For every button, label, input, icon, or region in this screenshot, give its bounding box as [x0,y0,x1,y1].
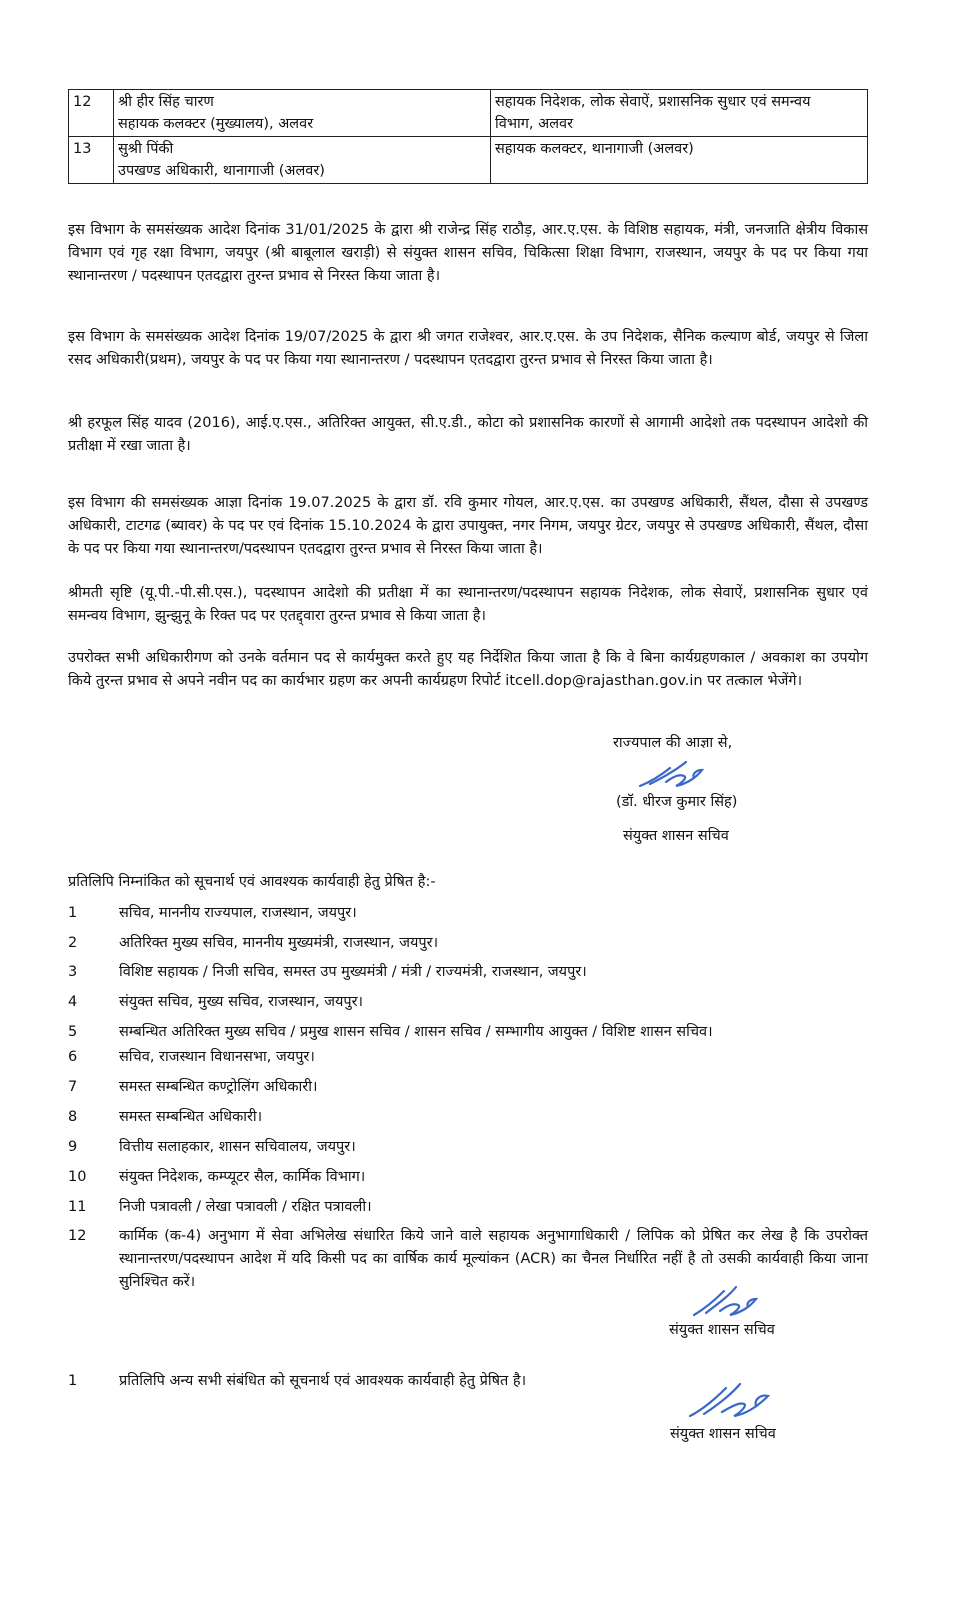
order-paragraph: श्रीमती सृष्टि (यू.पी.-पी.सी.एस.), पदस्थापन आदेशो की प्रतीक्षा में का स्थानान्तरण/पदस्थापन सहायक निदेशक, लोक सेवाऐं, प्रशासनिक सुधार एवं समन्वय विभाग, झुन्झुनू के रिक्त पद पर एतद्द्वारा तुरन्त प्रभाव से किया जाता है। [68,584,868,624]
signatory-name: (डॉ. धीरज कुमार सिंह) [616,794,738,810]
list-item-text: कार्मिक (क-4) अनुभाग में सेवा अभिलेख संधारित किये जाने वाले सहायक अनुभागाधिकारी / लिपिक को प्रेषित कर लेख है कि उपरोक्त स्थानान्तरण/पदस्थापन आदेश में यदि किसी पद का वार्षिक कार्य मूल्यांकन (ACR) का चैनल निर्धारित नहीं है तो उसकी कार्यवाही किया जाना सुनिश्चित करें। [119,1228,868,1290]
new-posting-line: विभाग, अलवर [495,116,574,132]
order-paragraph: इस विभाग की समसंख्यक आज्ञा दिनांक 19.07.2025 के द्वारा डॉ. रवि कुमार गोयल, आर.ए.एस. का उपखण्ड अधिकारी, सैंथल, दौसा से उपखण्ड अधिकारी, टाटगढ (ब्यावर) के पद पर एवं दिनांक 15.10.2024 के द्वारा उपायुक्त, नगर निगम, जयपुर ग्रेटर, जयपुर से उपखण्ड अधिकारी, सैंथल, दौसा के पद पर किया गया स्थानान्तरण/पदस्थापन एतदद्वारा तुरन्त प्रभाव से निरस्त किया जाता है। [68,494,868,557]
list-item-text: निजी पत्रावली / लेखा पत्रावली / रक्षित पत्रावली। [119,1199,372,1215]
list-item-number: 1 [68,905,78,921]
list-item-number: 10 [68,1169,87,1185]
officer-name: सुश्री पिंकी [118,141,174,157]
new-posting-cell [491,90,868,137]
list-item-text: सम्बन्धित अतिरिक्त मुख्य सचिव / प्रमुख शासन सचिव / शासन सचिव / सम्भागीय आयुक्त / विशिष्ट शासन सचिव। [119,1024,713,1040]
signature-image [690,1283,762,1321]
order-paragraph: इस विभाग के समसंख्यक आदेश दिनांक 31/01/2025 के द्वारा श्री राजेन्द्र सिंह राठौड़, आर.ए.एस. के विशिष्ठ सहायक, मंत्री, जनजाति क्षेत्रीय विकास विभाग एवं गृह रक्षा विभाग, जयपुर (श्री बाबूलाल खराड़ी) से संयुक्त शासन सचिव, चिकित्सा शिक्षा विभाग, राजस्थान, जयपुर के पद पर किया गया स्थानान्तरण / पदस्थापन एतदद्वारा तुरन्त प्रभाव से निरस्त किया जाता है। [68,221,868,284]
list-item-text: समस्त सम्बन्धित अधिकारी। [119,1109,263,1125]
row-number: 12 [69,90,114,137]
list-item-text: अतिरिक्त मुख्य सचिव, माननीय मुख्यमंत्री, राजस्थान, जयपुर। [119,935,439,951]
officer-cell [114,137,491,184]
officer-current-post: उपखण्ड अधिकारी, थानागाजी (अलवर) [118,163,325,179]
list-item-number: 2 [68,935,78,951]
new-posting-line: सहायक कलक्टर, थानागाजी (अलवर) [495,141,694,157]
copy-to-heading: प्रतिलिपि निम्नांकित को सूचनार्थ एवं आवश्यक कार्यवाही हेतु प्रेषित है:- [68,874,436,890]
list-item-number: 12 [68,1228,87,1244]
officer-name: श्री हीर सिंह चारण [118,94,214,110]
list-item-text: विशिष्ट सहायक / निजी सचिव, समस्त उप मुख्यमंत्री / मंत्री / राज्यमंत्री, राजस्थान, जयपुर। [119,964,587,980]
new-posting-cell [491,137,868,184]
officer-current-post: सहायक कलक्टर (मुख्यालय), अलवर [118,116,314,132]
list-item-number: 4 [68,994,78,1010]
list-item-text: सचिव, माननीय राज्यपाल, राजस्थान, जयपुर। [119,905,357,921]
table-row [69,137,868,184]
list-item-text: प्रतिलिपि अन्य सभी संबंधित को सूचनार्थ एवं आवश्यक कार्यवाही हेतु प्रेषित है। [119,1373,527,1389]
signatory-designation: संयुक्त शासन सचिव [623,828,729,844]
order-paragraph: श्री हरफूल सिंह यादव (2016), आई.ए.एस., अतिरिक्त आयुक्त, सी.ए.डी., कोटा को प्रशासनिक कारणों से आगामी आदेशो तक पदस्थापन आदेशो की प्रतीक्षा में रखा जाता है। [68,414,868,454]
list-item-number: 1 [68,1373,78,1389]
list-item-number: 9 [68,1139,78,1155]
list-item-number: 6 [68,1049,78,1065]
list-item-text: संयुक्त निदेशक, कम्प्यूटर सैल, कार्मिक विभाग। [119,1169,366,1185]
list-item-number: 11 [68,1199,87,1215]
transfer-table [68,89,868,184]
list-item-number: 8 [68,1109,78,1125]
signature-image [686,1380,776,1422]
signatory-designation: संयुक्त शासन सचिव [669,1322,775,1338]
table-row [69,90,868,137]
by-order-line: राज्यपाल की आज्ञा से, [613,735,733,751]
signatory-designation: संयुक्त शासन सचिव [670,1426,776,1442]
row-number: 13 [69,137,114,184]
new-posting-line: सहायक निदेशक, लोक सेवाऐं, प्रशासनिक सुधार एवं समन्वय [495,94,811,110]
list-item-text: संयुक्त सचिव, मुख्य सचिव, राजस्थान, जयपुर। [119,994,364,1010]
list-item-text: समस्त सम्बन्धित कण्ट्रोलिंग अधिकारी। [119,1079,318,1095]
signature-image [636,756,708,792]
instruction-paragraph: उपरोक्त सभी अधिकारीगण को उनके वर्तमान पद से कार्यमुक्त करते हुए यह निर्देशित किया जाता है कि वे बिना कार्यग्रहणकाल / अवकाश का उपयोग किये तुरन्त प्रभाव से अपने नवीन पद का कार्यभार ग्रहण कर अपनी कार्यग्रहण रिपोर्ट itcell.dop@rajasthan.gov.in पर तत्काल भेजेंगे। [68,649,868,689]
order-paragraph: इस विभाग के समसंख्यक आदेश दिनांक 19/07/2025 के द्वारा श्री जगत राजेश्वर, आर.ए.एस. के उप निदेशक, सैनिक कल्याण बोर्ड, जयपुर से जिला रसद अधिकारी(प्रथम), जयपुर के पद पर किया गया स्थानान्तरण / पदस्थापन एतदद्वारा तुरन्त प्रभाव से निरस्त किया जाता है। [68,328,868,368]
list-item-text: सचिव, राजस्थान विधानसभा, जयपुर। [119,1049,315,1065]
officer-cell [114,90,491,137]
list-item-number: 5 [68,1024,78,1040]
list-item-number: 7 [68,1079,78,1095]
list-item-text: वित्तीय सलाहकार, शासन सचिवालय, जयपुर। [119,1139,356,1155]
list-item-number: 3 [68,964,78,980]
